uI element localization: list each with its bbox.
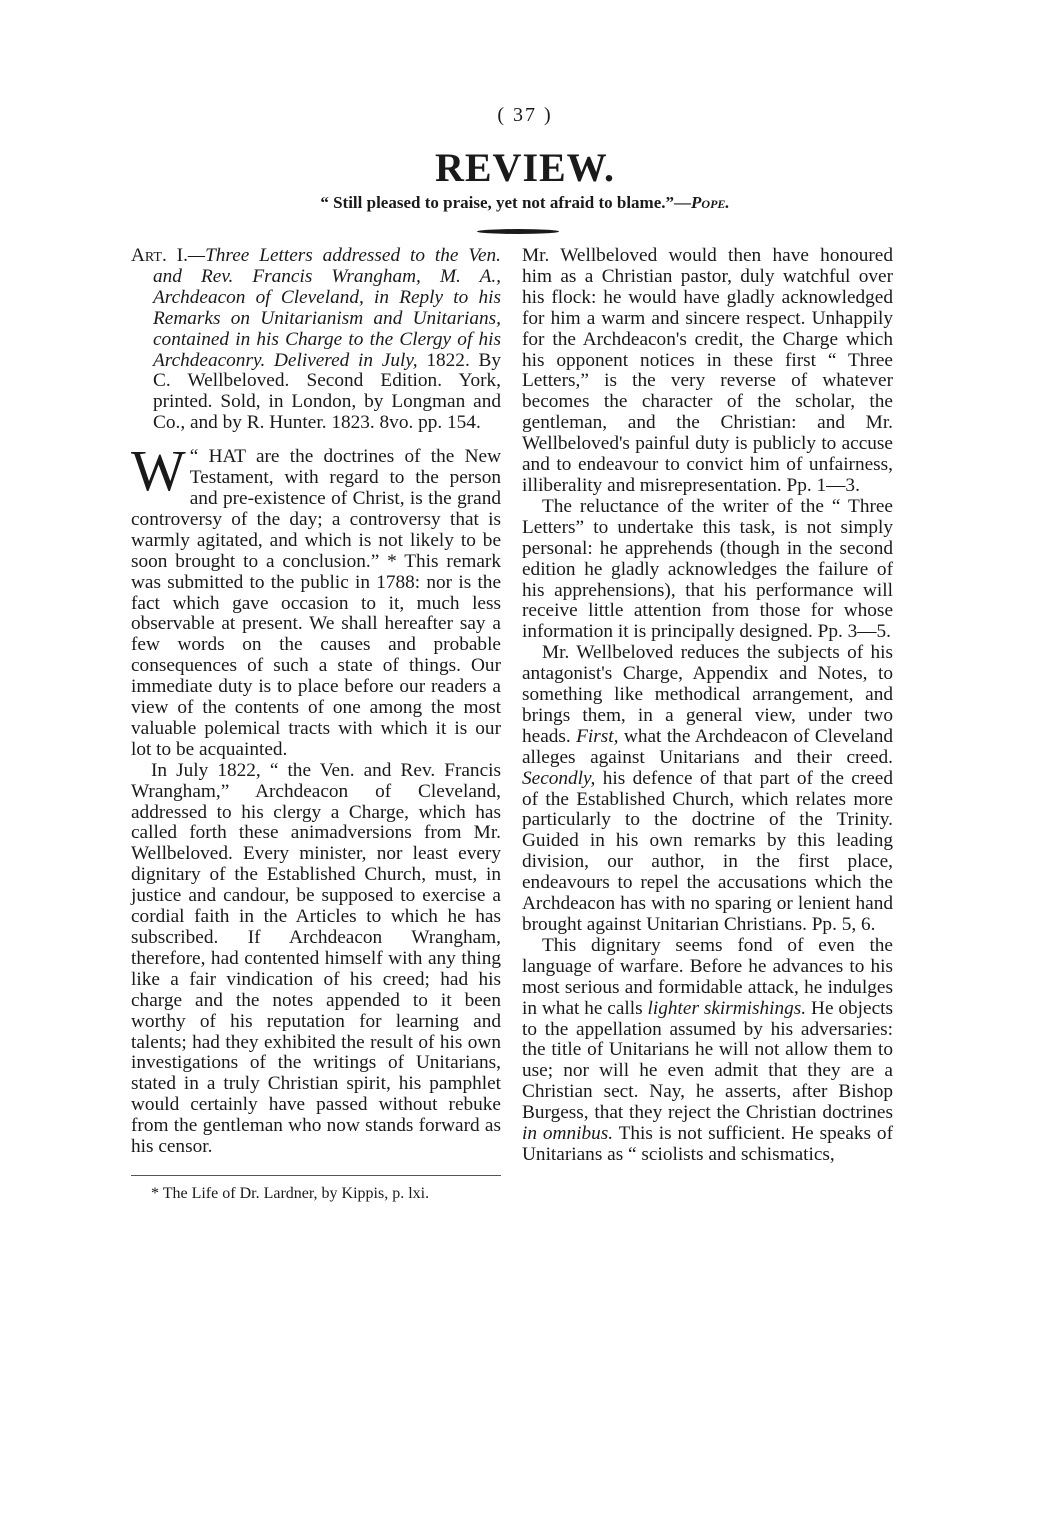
paragraph-6 (522, 936, 893, 1166)
section-rule (477, 229, 559, 234)
article-heading (131, 246, 501, 434)
footnote-divider (131, 1175, 501, 1176)
opening-quote: “ (189, 446, 209, 468)
emphasis-in-omnibus: in omnibus. (522, 1123, 614, 1145)
page-number: ( 37 ) (497, 104, 553, 126)
page-title: REVIEW. (434, 145, 616, 190)
paragraph-1-text: HAT are the doctrines of the New Testament, with regard to the person and pre-existence of Christ, is the grand controversy of the day; a controversy that is warmly agitated, and which is not likely to be soon brought to a conclusion.” * This remark was submitted to the public in 1788: nor is the fact which gave occasion to it, much less observable at present. We shall hereafter say a few words on the causes and probable consequences of such a state of things. Our immediate duty is to place before our readers a view of the contents of one among the most valuable polemical tracts with which it is our lot to be acquainted. (131, 446, 501, 760)
paragraph-2: In July 1822, “ the Ven. and Rev. Francis Wrangham,” Archdeacon of Cleveland, addressed to his clergy a Charge, which has called forth these animadversions from Mr. Wellbeloved. Every minister, nor least every dignitary of the Established Church, must, in justice and candour, be supposed to exercise a cordial faith in the Articles to which he has subscribed. If Archdeacon Wrangham, therefore, had contented himself with any thing like a fair vindication of his creed; had his charge and the notes appended to it been worthy of his reputation for learning and talents; had they exhibited the result of his own investigations of the writings of Unitarians, stated in a truly Christian spirit, his pamphlet would certainly have passed without rebuke from the gentleman who now stands forward as his censor. (131, 759, 501, 1158)
left-column (131, 246, 501, 1203)
emphasis-secondly: Secondly, (522, 767, 596, 789)
motto-author: Pope. (691, 193, 730, 212)
paragraph-5 (522, 643, 893, 936)
article-title: —Three Letters addressed to the Ven. and Rev. Francis Wrangham, M. A., Archdeacon of Cleveland, in Reply to his Remarks on Unitarianism and Unitarians, contained in his Charge to the Clergy of his Archdeaconry. Delivered in July, (153, 245, 501, 371)
paragraph-5-part-b: what the Archdeacon of Cleveland alleges against Unitarians and their creed. (522, 725, 893, 768)
paragraph-3: Mr. Wellbeloved would then have honoured him as a Christian pastor, duly watchful over his flock: he would have gladly acknowledged for him a warm and sincere respect. Unhappily for the Archdeacon's credit, the Charge which his opponent notices in these first “ Three Letters,” is the very reverse of whatever becomes the character of the scholar, the gentleman, and the Christian: and Mr. Wellbeloved's painful duty is publicly to accuse and to endeavour to convict him of unfairness, illiberality and misrepresentation. Pp. 1—3. (522, 245, 893, 496)
emphasis-lighter-skirmishings: lighter skirmishings. (647, 997, 807, 1019)
motto (0, 193, 1050, 213)
motto-quote: “ Still pleased to praise, yet not afraid to blame.”— (320, 193, 692, 212)
article-label: Art. I. (131, 245, 188, 266)
paragraph-4: The reluctance of the writer of the “ Three Letters” to undertake this task, is not simply personal: he apprehends (though in the second edition he gladly acknowledges the failure of his apprehensions), that his performance will receive little attention from those for whose information it is principally designed. Pp. 3—5. (522, 495, 893, 643)
paragraph-5-part-c: his defence of that part of the creed of the Established Church, which relates more particularly to the doctrine of the Trinity. Guided in his own remarks by this leading division, our author, in the first place, endeavours to repel the accusations which the Archdeacon has with no sparing or lenient hand brought against Unitarian Christians. Pp. 5, 6. (522, 767, 893, 935)
right-column (522, 246, 893, 1166)
article-publication: 1822. By C. Wellbeloved. Second Edition. York, printed. Sold, in London, by Longman and Co., and by R. Hunter. 1823. 8vo. pp. 154. (153, 349, 501, 434)
drop-cap: W (131, 438, 186, 504)
emphasis-first: First, (576, 725, 619, 747)
paragraph-1 (131, 438, 501, 761)
paragraph-6-part-c: This is not sufficient. He speaks of Unitarians as “ sciolists and schismatics, (522, 1123, 893, 1165)
paragraph-5-part-a: Mr. Wellbeloved reduces the subjects of his antagonist's Charge, Appendix and Notes, to something like methodical arrangement, and brings them, in a general view, under two heads. (522, 642, 893, 747)
paragraph-6-part-b: He objects to the appellation assumed by his adversaries: the title of Unitarians he will not allow them to use; nor will he even admit that they are a Christian sect. Nay, he asserts, after Bishop Burgess, that they reject the Christian doctrines (522, 997, 893, 1124)
paragraph-6-part-a: This dignitary seems fond of even the language of warfare. Before he advances to his most serious and formidable attack, he indulges in what he calls (522, 934, 893, 1019)
footnote: * The Life of Dr. Lardner, by Kippis, p. lxi. (151, 1184, 430, 1202)
